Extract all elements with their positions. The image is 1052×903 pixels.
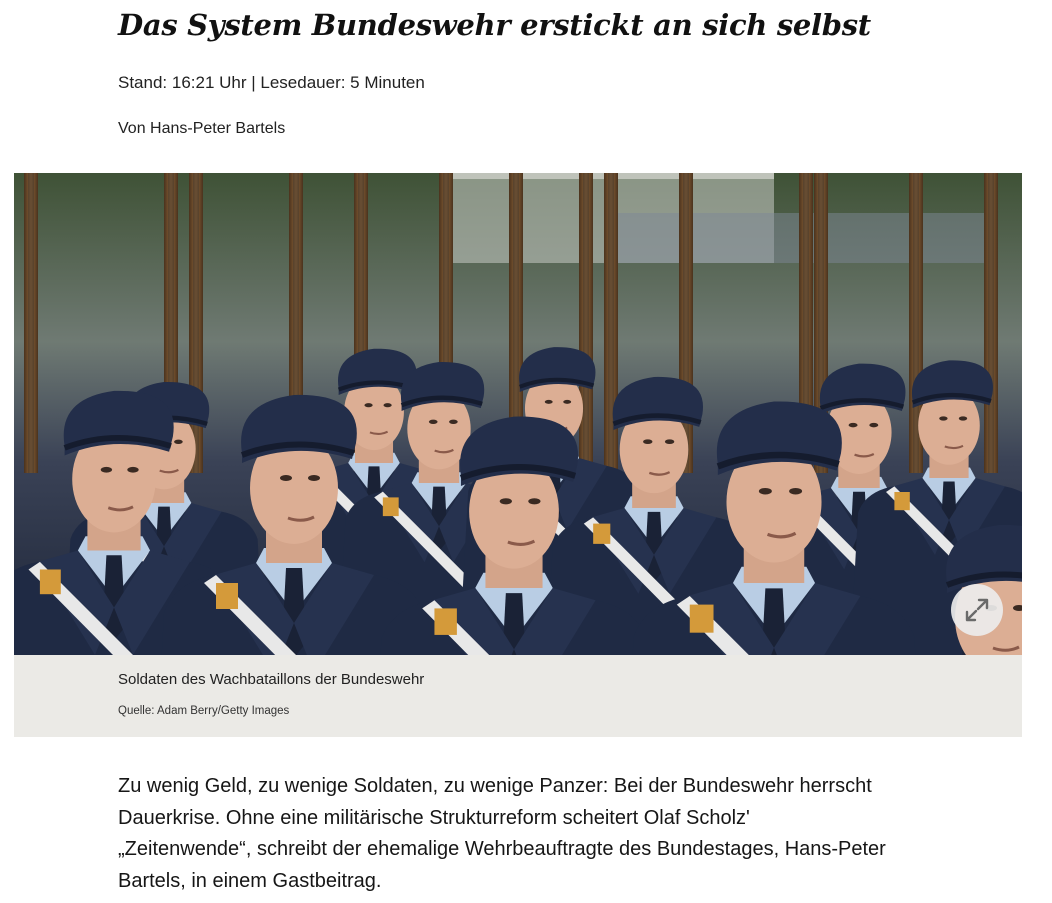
- expand-image-button[interactable]: [951, 584, 1003, 636]
- article-figure: [14, 173, 1022, 737]
- caption-text: Soldaten des Wachbataillons der Bundeswehr: [118, 671, 425, 688]
- rifle: [984, 173, 998, 473]
- figure-caption: [14, 655, 1022, 737]
- article-photo[interactable]: [14, 173, 1022, 655]
- soldiers-photo: [14, 173, 1022, 655]
- expand-arrows-icon: [964, 597, 990, 623]
- article-meta: Stand: 16:21 Uhr | Lesedauer: 5 Minuten: [118, 73, 425, 92]
- rifle: [579, 173, 593, 473]
- article-headline: Das System Bundeswehr erstickt an sich selbst: [118, 8, 871, 42]
- rifle: [24, 173, 38, 473]
- article-lead: Zu wenig Geld, zu wenige Soldaten, zu wenige Panzer: Bei der Bundeswehr herrscht Dauerkrise. Ohne eine militärische Strukturreform scheitert Olaf Scholz' „Zeitenwende“, schreibt der ehemalige Wehrbeauftragte des Bundestages, Hans-Peter Bartels, in einem Gastbeitrag.: [118, 775, 886, 892]
- caption-source: Quelle: Adam Berry/Getty Images: [118, 705, 290, 717]
- rifle: [189, 173, 203, 473]
- article-author[interactable]: Von Hans-Peter Bartels: [118, 120, 286, 137]
